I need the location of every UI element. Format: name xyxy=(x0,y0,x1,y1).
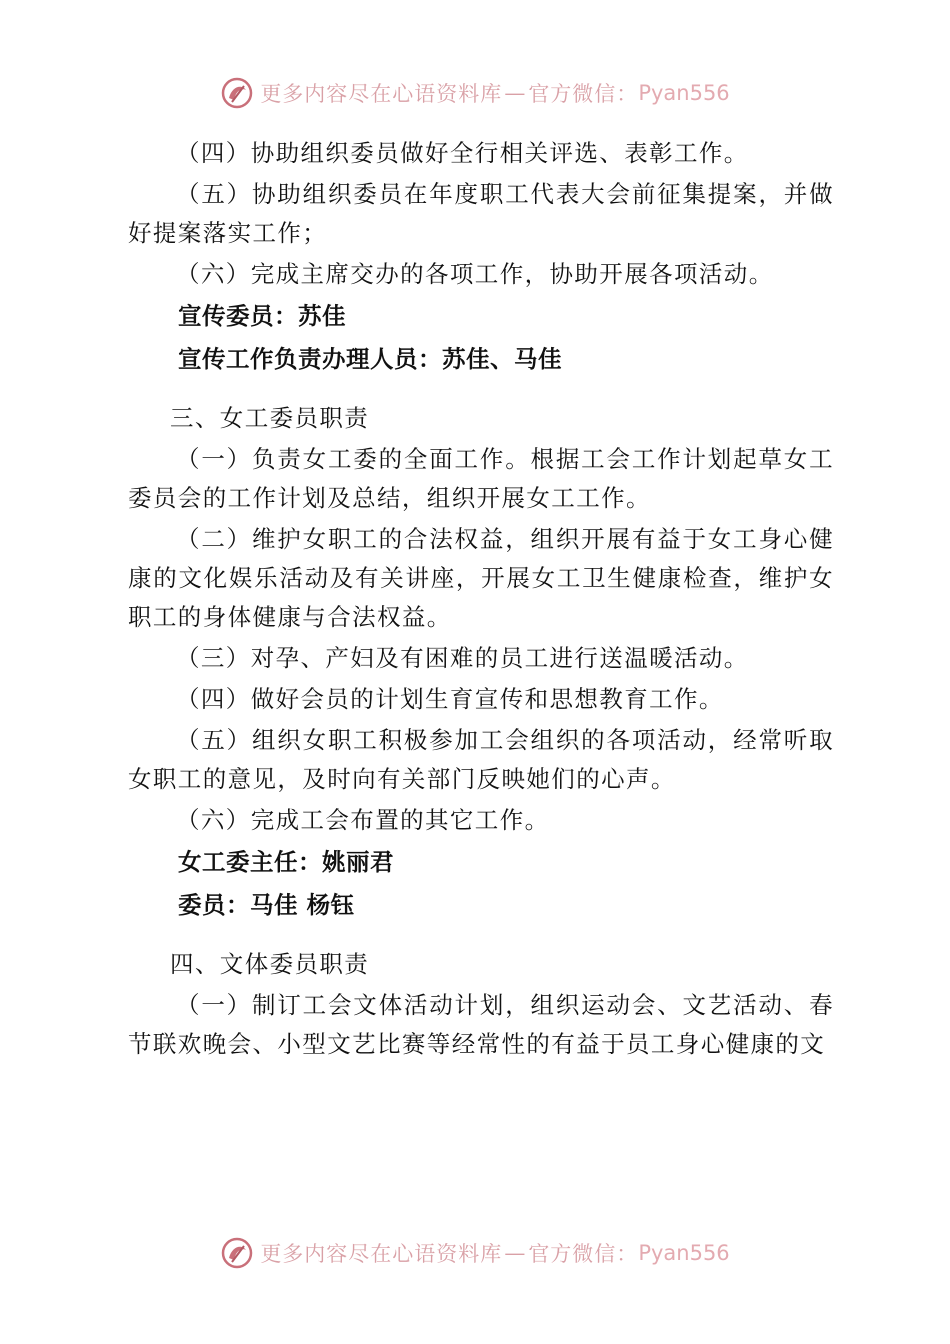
paragraph: （五）组织女职工积极参加工会组织的各项活动，经常听取女职工的意见，及时向有关部门反映她们的心声。 xyxy=(128,726,834,793)
watermark-wechat-label: 官方微信： xyxy=(528,82,639,106)
paragraph: （六）完成主席交办的各项工作，协助开展各项活动。 xyxy=(176,260,774,288)
paragraph: （二）维护女职工的合法权益，组织开展有益于女工身心健康的文化娱乐活动及有关讲座，开展女工卫生健康检查，维护女职工的身体健康与合法权益。 xyxy=(128,525,834,631)
paragraph: （一）负责女工委的全面工作。根据工会工作计划起草女工委员会的工作计划及总结，组织开展女工工作。 xyxy=(128,445,834,512)
paragraph: （一）制订工会文体活动计划，组织运动会、文艺活动、春节联欢晚会、小型文艺比赛等经常性的有益于员工身心健康的文 xyxy=(128,991,834,1058)
watermark-logo-icon xyxy=(220,1236,254,1270)
watermark-footer xyxy=(0,1233,950,1273)
watermark-separator: — xyxy=(504,1241,527,1265)
bold-assignment: 宣传工作负责办理人员：苏佳、马佳 xyxy=(178,345,562,373)
watermark-text: 更多内容尽在心语资料库 xyxy=(260,82,503,106)
paragraph: （五）协助组织委员在年度职工代表大会前征集提案，并做好提案落实工作； xyxy=(128,180,834,247)
watermark-wechat-label: 官方微信： xyxy=(528,1242,639,1266)
watermark-logo-icon xyxy=(220,76,254,110)
document-body xyxy=(128,134,834,1066)
bold-assignment: 委员：马佳 杨钰 xyxy=(178,891,355,919)
paragraph: （三）对孕、产妇及有困难的员工进行送温暖活动。 xyxy=(176,644,749,672)
watermark-separator: — xyxy=(504,81,527,105)
bold-assignment: 宣传委员：苏佳 xyxy=(178,302,346,330)
section-heading: 三、女工委员职责 xyxy=(170,404,370,432)
paragraph: （四）协助组织委员做好全行相关评选、表彰工作。 xyxy=(176,139,749,167)
watermark-text: 更多内容尽在心语资料库 xyxy=(260,1242,503,1266)
bold-assignment: 女工委主任：姚丽君 xyxy=(178,848,394,876)
paragraph: （六）完成工会布置的其它工作。 xyxy=(176,806,550,834)
watermark-header xyxy=(0,73,950,113)
paragraph: （四）做好会员的计划生育宣传和思想教育工作。 xyxy=(176,685,724,713)
watermark-wechat-id: Pyan556 xyxy=(638,1241,730,1265)
watermark-wechat-id: Pyan556 xyxy=(638,81,730,105)
section-heading: 四、文体委员职责 xyxy=(170,950,370,978)
